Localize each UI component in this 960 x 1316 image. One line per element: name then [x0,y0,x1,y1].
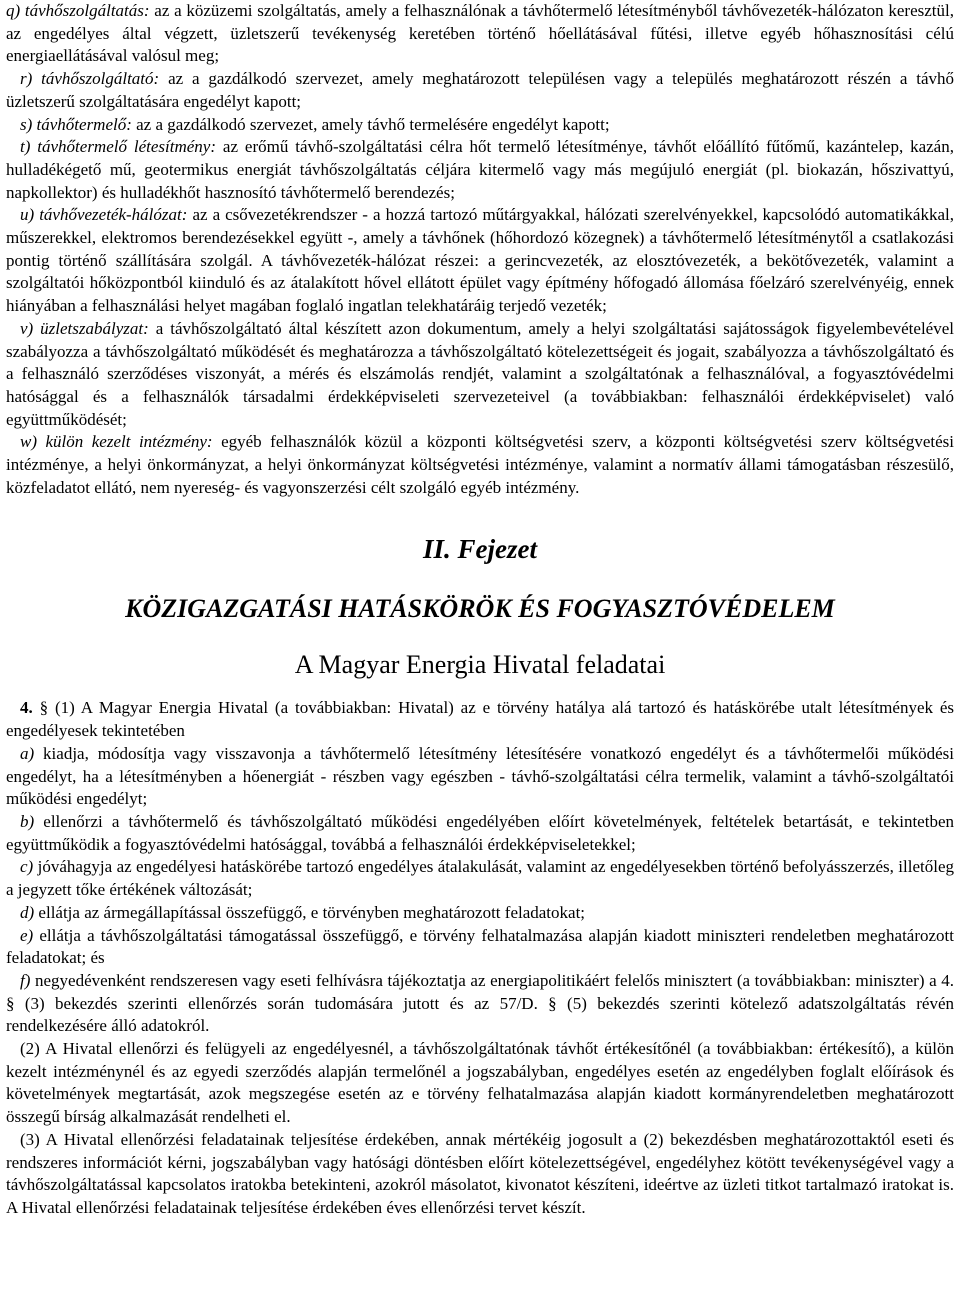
definition-term: u) távhővezeték-hálózat: [20,205,188,225]
definition-v [6,318,954,432]
definition-text: az a közüzemi szolgáltatás, amely a felhasználónak a távhőtermelő létesítményből távhővezeték-hálózaton keresztül, az engedélyes által végzett, üzletszerű tevékenység keretében történő hőellátásával fűtési, illetve egyéb hőhasznosítási célú energiaellátásával valósul meg; [6,1,954,66]
definition-term: t) távhőtermelő létesítmény: [20,137,217,157]
definition-q [6,0,954,68]
definition-term: q) távhőszolgáltatás: [6,1,150,20]
item-text: ellátja a távhőszolgáltatási támogatással összefüggő, e törvény felhatalmazása alapján kiadott miniszteri rendeletben meghatározott feladatokat; és [6,925,954,968]
section-item-c [6,856,954,901]
item-letter: c) [20,857,34,877]
section-item-f [6,970,954,1038]
section-item-b [6,811,954,856]
chapter-heading: II. Fejezet [423,534,537,565]
section-sign: § [32,698,49,718]
definition-text: az erőmű távhő-szolgáltatási célra hőt termelő létesítménye, távhőt előállító fűtőmű, kazántelep, kazán, hulladékégető mű, geotermikus energiát távhőszolgáltatás céljára kitermelő vagy más megújuló energiát (pl. biokazán, hőszivattyú, napkollektor) és hulladékhőt hasznosító távhőtermelő berendezés; [6,137,954,202]
section-item-a [6,743,954,811]
item-text: jóváhagyja az engedélyesi hatáskörébe tartozó engedélyes átalakulását, valamint az engedélyesekben történő befolyásszerzés, illetőleg a jegyzett tőke értékének változását; [6,857,954,900]
item-text: ellenőrzi a távhőtermelő és távhőszolgáltató működési engedélyében előírt követelmények, feltételek betartását, e tekintetben együttműködik a fogyasztóvédelmi hatósággal, továbbá a felhasználói érdekképviseletekkel; [6,811,954,854]
definition-text: a távhőszolgáltató által készített azon dokumentum, amely a helyi szolgáltatási sajátosságok figyelembevételével szabályozza a távhőszolgáltató működését és meghatározza a távhőszolgáltató kötelezettségeit és jogait, szabályozza a távhőszolgáltató és a felhasználó szerződéses viszonyát, a mérés és elszámolás rendjét, valamint a szolgáltatónak a felhasználóval, a fogyasztóvédelmi hatósággal és a felhasználók társadalmi érdekképviseleti szervezeteivel (a továbbiakban: felhasználói érdekképviselet) való együttműködését; [6,318,954,429]
definition-t [6,136,954,204]
definition-term: w) külön kezelt intézmény: [20,432,213,452]
definition-text: egyéb felhasználók közül a központi költségvetési szerv, a központi költségvetési szerv költségvetési intézménye, a helyi önkormányzat, a helyi önkormányzat költségvetési intézménye, valamint a normatív állami támogatásban részesülő, közfeladatot ellátó, nem nyereség- és vagyonszerzési célt szolgáló egyéb intézmény. [6,432,954,497]
item-text: kiadja, módosítja vagy visszavonja a távhőtermelő létesítmény létesítésére vonatkozó engedélyt és a távhőtermelői működési engedélyt, ha a létesítményben a hőenergiát - részben vagy egészben - távhő-szolgáltatási célra termelik, valamint a távhő-szolgáltatói működési engedélyt; [6,743,954,809]
section-paragraph-3: (3) A Hivatal ellenőrzési feladatainak teljesítése érdekében, annak mértékéig jogosult a (2) bekezdésben meghatározottaktól eseti és rendszeres információt kérni, jogszabályban vagy hatósági döntésben előírt kötelezettségével, engedélyhez kötött tevékenységével vagy a távhőszolgáltatással kapcsolatos iratokba betekinteni, azokról másolatot, kivonatot készíteni, ideértve az üzleti titkot tartalmazó iratokat is. A Hivatal ellenőrzési feladatainak teljesítése érdekében éves ellenőrzési tervet készít. [6,1129,954,1217]
section-title: A Magyar Energia Hivatal feladatai [294,650,666,680]
item-letter: e) [20,925,34,945]
item-letter: b) [20,811,35,831]
chapter-title: KÖZIGAZGATÁSI HATÁSKÖRÖK ÉS FOGYASZTÓVÉDELEM [125,594,835,624]
item-letter: a) [20,743,35,763]
definition-s [6,114,954,137]
section-intro-text: (1) A Magyar Energia Hivatal (a továbbiakban: Hivatal) az e törvény hatálya alá tartozó és hatáskörébe utalt létesítmények és engedélyesek tekintetében [6,698,955,741]
section-number: 4. [20,698,33,718]
section-4-intro [6,697,954,742]
definition-w [6,431,954,499]
definition-r [6,68,954,113]
definition-term: s) távhőtermelő: [20,114,132,134]
definition-text: az a gazdálkodó szervezet, amely távhő termelésére engedélyt kapott; [131,114,610,134]
definition-term: v) üzletszabályzat: [20,318,149,338]
definition-term: r) távhőszolgáltató: [20,69,160,89]
definition-u [6,204,954,318]
item-text: ellátja az ármegállapítással összefüggő, e törvényben meghatározott feladatokat; [34,902,586,922]
section-item-d [6,902,954,925]
definition-text: az a csővezetékrendszer - a hozzá tartozó műtárgyakkal, hálózati szerelvényekkel, kapcsolódó automatikákkal, műszerekkel, elektromos berendezésekkel együtt -, amely a távhőnek (hőhordozó közegnek) a távhőtermelő létesítménytől a csatlakozási pontig történő szállítására szolgál. A távhővezeték-hálózat részei: a gerincvezeték, az elosztóvezeték, a bekötővezeték, valamint a szolgáltatói hőközpontból kiinduló és az átalakított hővel ellátott épület vagy építmény hőfogadó állomása főelzáró szerelvényéig, ennek hiányában a felhasználási helyet magában foglaló ingatlan telekhatáráig terjedő vezeték; [6,205,954,316]
item-letter: d) [20,902,35,922]
definition-text: az a gazdálkodó szervezet, amely meghatározott településen vagy a település meghatározott részén a távhő üzletszerű szolgáltatására engedélyt kapott; [6,69,954,111]
section-paragraph-2: (2) A Hivatal ellenőrzi és felügyeli az engedélyesnél, a távhőszolgáltatónak távhőt értékesítőnél (a továbbiakban: értékesítő), a külön kezelt intézménynél és az egyedi szerződés alapján termelőnél a jogszabályban, engedélyes esetén az engedélyben foglalt előírások és követelmények megtartását, azok megszegése esetén az e törvény felhatalmazása alapján kiadott kormányrendeletben meghatározott összegű bírság alkalmazását rendelheti el. [6,1039,954,1127]
section-item-e [6,925,954,970]
item-text: negyedévenként rendszeresen vagy eseti felhívásra tájékoztatja az energiapolitikáért felelős minisztert (a továbbiakban: miniszter) a 4. § (3) bekezdés szerinti ellenőrzés során tudomására jutott és az 57/D. § (5) bekezdés szerinti kötelező adatszolgáltatás révén rendelkezésére álló adatokról. [6,970,954,1036]
item-letter: f) [20,970,31,990]
